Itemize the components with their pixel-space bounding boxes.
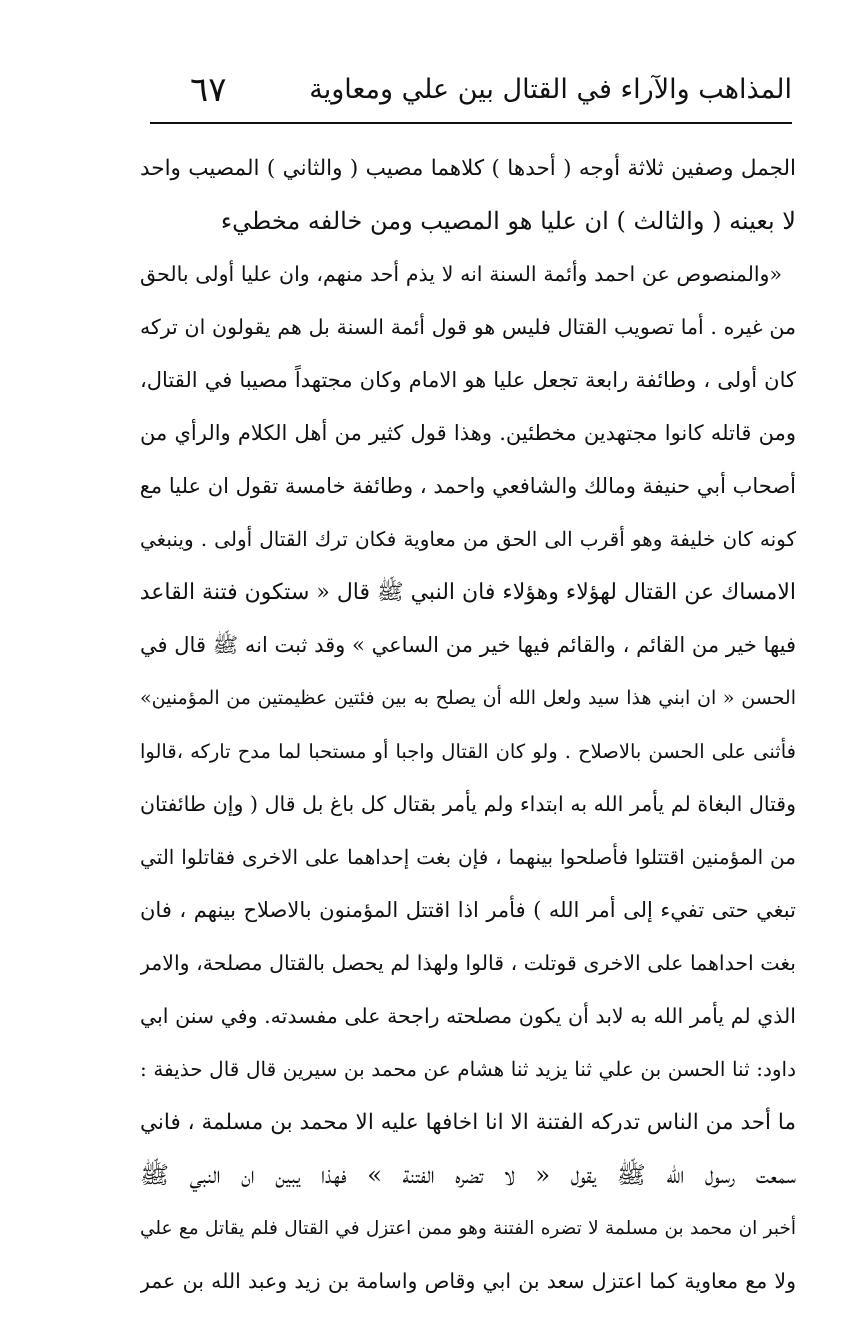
text-line: كان أولى ، وطائفة رابعة تجعل عليا هو الامام وكان مجتهداً مصيبا في القتال، [140,368,796,392]
text-line: «والمنصوص عن احمد وأئمة السنة انه لا يذم أحد منهم، وان عليا أولى بالحق [140,262,782,286]
text-line: الامساك عن القتال لهؤلاء وهؤلاء فان النبي ﷺ قال « ستكون فتنة القاعد [140,580,796,605]
text-line: لا بعينه ( والثالث ) ان عليا هو المصيب ومن خالفه مخطيء [220,207,796,235]
text-line: من المؤمنين اقتتلوا فأصلحوا بينهما ، فإن بغت إحداهما على الاخرى فقاتلوا التي [140,845,796,869]
text-line: أصحاب أبي حنيفة ومالك والشافعي واحمد ، وطائفة خامسة تقول ان عليا مع [140,474,796,498]
text-line: الجمل وصفين ثلاثة أوجه ( أحدها ) كلاهما مصيب ( والثاني ) المصيب واحد [140,156,796,181]
text-line: سمعت رسول الله ﷺ يقول « لا تضره الفتنة » فهذا يبين ان النبي ﷺ [140,1161,796,1189]
text-line: ومن قاتله كانوا مجتهدين مخطئين. وهذا قول كثير من أهل الكلام والرأي من [140,421,796,445]
header-rule [150,122,792,124]
text-line: بغت احداهما على الاخرى قوتلت ، قالوا ولهذا لم يحصل بالقتال مصلحة، والامر [140,951,796,975]
text-line: فأثنى على الحسن بالاصلاح . ولو كان القتال واجبا أو مستحبا لما مدح تاركه ،قالوا [140,740,796,763]
text-line: فيها خير من القائم ، والقائم فيها خير من الساعي » وقد ثبت انه ﷺ قال في [140,633,796,657]
text-line: ولا مع معاوية كما اعتزل سعد بن ابي وقاص واسامة بن زيد وعبد الله بن عمر [140,1269,796,1293]
text-line: وقتال البغاة لم يأمر الله به ابتداء ولم يأمر بقتال كل باغ بل قال ( وإن طائفتان [140,792,796,816]
text-line: الحسن « ان ابني هذا سيد ولعل الله أن يصلح به بين فئتين عظيمتين من المؤمنين» [140,687,796,709]
text-line: ما أحد من الناس تدركه الفتنة الا انا اخافها عليه الا محمد بن مسلمة ، فاني [140,1110,796,1135]
page-number: ٦٧ [190,70,227,110]
text-line: داود: ثنا الحسن بن علي ثنا يزيد ثنا هشام عن محمد بن سيرين قال قال حذيفة : [140,1057,796,1081]
text-line: أخبر ان محمد بن مسلمة لا تضره الفتنة وهو ممن اعتزل في القتال فلم يقاتل مع علي [140,1218,796,1239]
text-line: كونه كان خليفة وهو أقرب الى الحق من معاوية فكان ترك القتال أولى . وينبغي [140,527,796,551]
text-line: من غيره . أما تصويب القتال فليس هو قول أئمة السنة بل هم يقولون ان تركه [140,315,796,339]
text-line: الذي لم يأمر الله به لابد أن يكون مصلحته راجحة على مفسدته. وفي سنن ابي [140,1004,796,1028]
running-title: المذاهب والآراء في القتال بين علي ومعاوية [309,74,792,105]
page-header [150,62,792,122]
text-line: تبغي حتى تفيء إلى أمر الله ) فأمر اذا اقتتل المؤمنون بالاصلاح بينهم ، فان [140,898,796,922]
body-text [140,142,796,1308]
